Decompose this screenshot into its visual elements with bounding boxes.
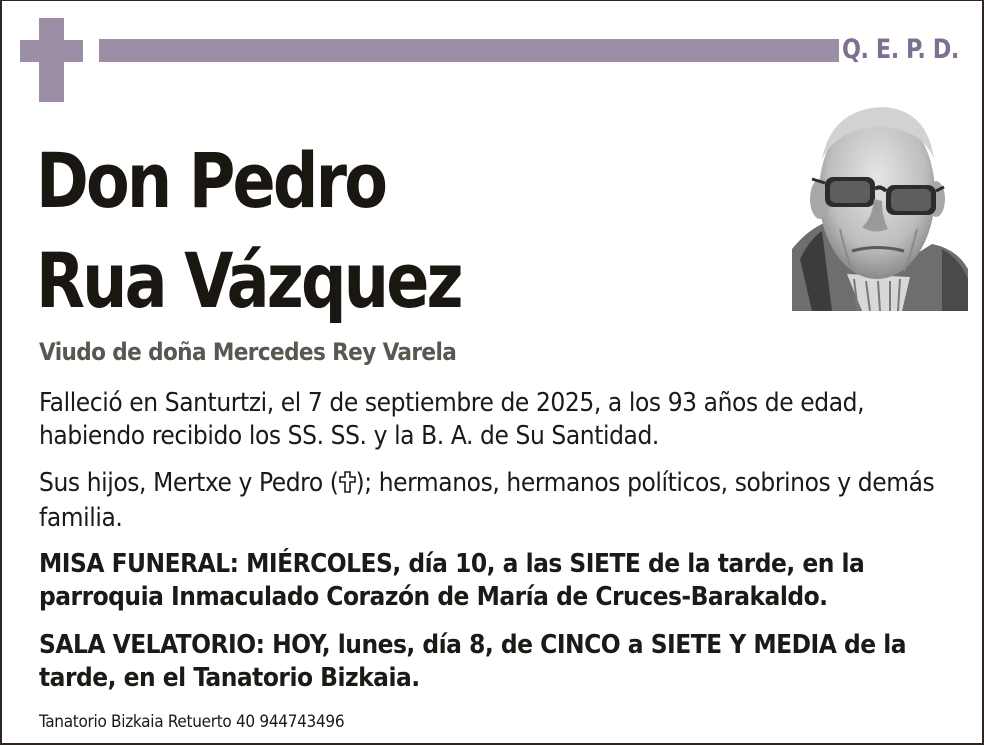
deceased-photo <box>792 99 968 311</box>
family-paragraph <box>39 467 969 535</box>
family-text-end: ); hermanos, hermanos políticos, sobrinos y demás familia. <box>39 468 935 533</box>
qepd-label: Q. E. P. D. <box>842 34 959 65</box>
funeral-home-footer: Tanatorio Bizkaia Retuerto 40 944743496 <box>39 712 345 732</box>
death-paragraph: Falleció en Santurtzi, el 7 de septiembre de 2025, a los 93 años de edad, habiendo recibido los SS. SS. y la B. A. de Su Santidad. <box>39 388 865 451</box>
deceased-name <box>36 131 461 331</box>
name-line-2: Rua Vázquez <box>36 236 461 325</box>
cross-icon <box>20 18 83 102</box>
funeral-mass-paragraph: MISA FUNERAL: MIÉRCOLES, día 10, a las SIETE de la tarde, en la parroquia Inmaculado Corazón de María de Cruces-Barakaldo. <box>39 549 865 612</box>
name-line-1: Don Pedro <box>36 136 386 225</box>
widow-of-line: Viudo de doña Mercedes Rey Varela <box>39 338 457 366</box>
small-cross-icon <box>339 469 356 502</box>
header-bar <box>99 39 839 62</box>
wake-room-paragraph: SALA VELATORIO: HOY, lunes, día 8, de CINCO a SIETE Y MEDIA de la tarde, en el Tanatorio Bizkaia. <box>39 630 907 693</box>
family-text-start: Sus hijos, Mertxe y Pedro ( <box>39 468 339 498</box>
